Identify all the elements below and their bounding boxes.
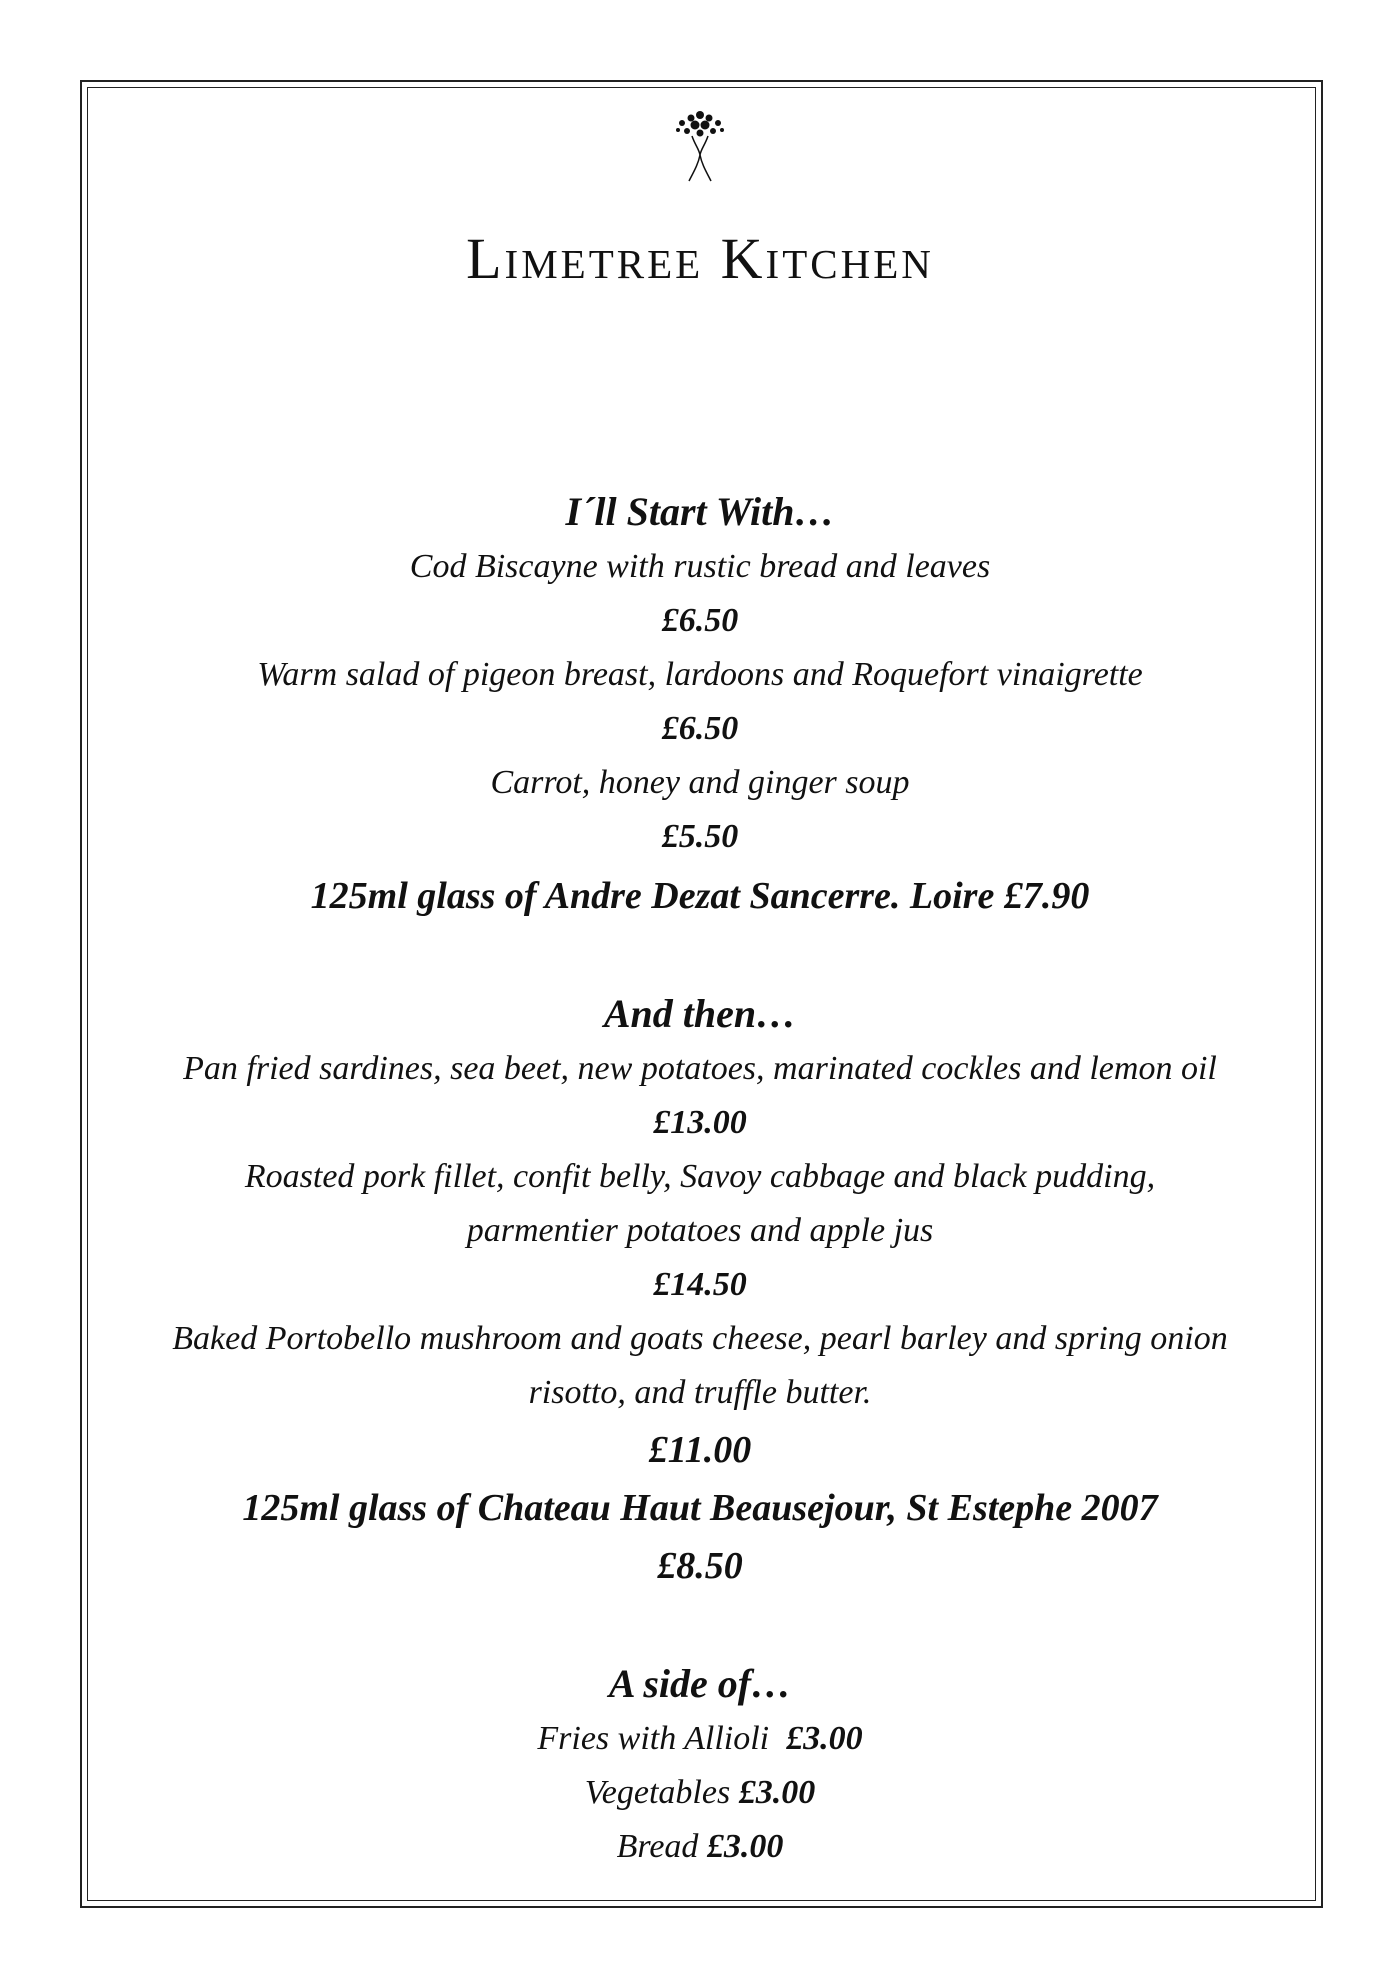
main-2-price: £14.50 [653,1266,747,1303]
starters-heading: I´ll Start With… [565,489,835,534]
side-3 [0,1828,1400,1866]
side-2 [0,1774,1400,1812]
side-1-name: Fries with Allioli [537,1720,770,1757]
main-3-desc-line2: risotto, and truffle butter. [528,1374,872,1411]
starter-2-price: £6.50 [661,710,739,747]
starters-wine: 125ml glass of Andre Dezat Sancerre. Loire £7.90 [310,875,1090,917]
starter-3-desc: Carrot, honey and ginger soup [490,764,910,801]
side-1-price: £3.00 [786,1720,863,1757]
starter-3-price: £5.50 [661,818,739,855]
mains-wine: 125ml glass of Chateau Haut Beausejour, St Estephe 2007 [242,1487,1158,1529]
starter-1-price: £6.50 [661,602,739,639]
side-2-price: £3.00 [738,1774,816,1811]
side-1 [0,1720,1400,1758]
side-3-price: £3.00 [706,1828,784,1865]
main-1-desc: Pan fried sardines, sea beet, new potatoes, marinated cockles and lemon oil [183,1050,1217,1087]
mains-wine-price: £8.50 [657,1545,743,1587]
side-3-name: Bread [616,1828,699,1865]
restaurant-name: Limetree Kitchen [466,226,934,291]
main-1-price: £13.00 [653,1104,747,1141]
starter-1-desc: Cod Biscayne with rustic bread and leaves [409,548,991,585]
main-2-desc: Roasted pork fillet, confit belly, Savoy cabbage and black pudding, [244,1158,1156,1195]
main-3-price: £11.00 [648,1429,752,1471]
side-2-name: Vegetables [584,1774,731,1811]
sides-heading: A side of… [608,1661,792,1706]
main-2-desc-line2: parmentier potatoes and apple jus [466,1212,934,1249]
mains-heading: And then… [603,991,797,1036]
starter-2-desc: Warm salad of pigeon breast, lardoons and Roquefort vinaigrette [257,656,1143,693]
main-3-desc: Baked Portobello mushroom and goats cheese, pearl barley and spring onion [172,1320,1228,1357]
tree-icon [665,103,735,183]
